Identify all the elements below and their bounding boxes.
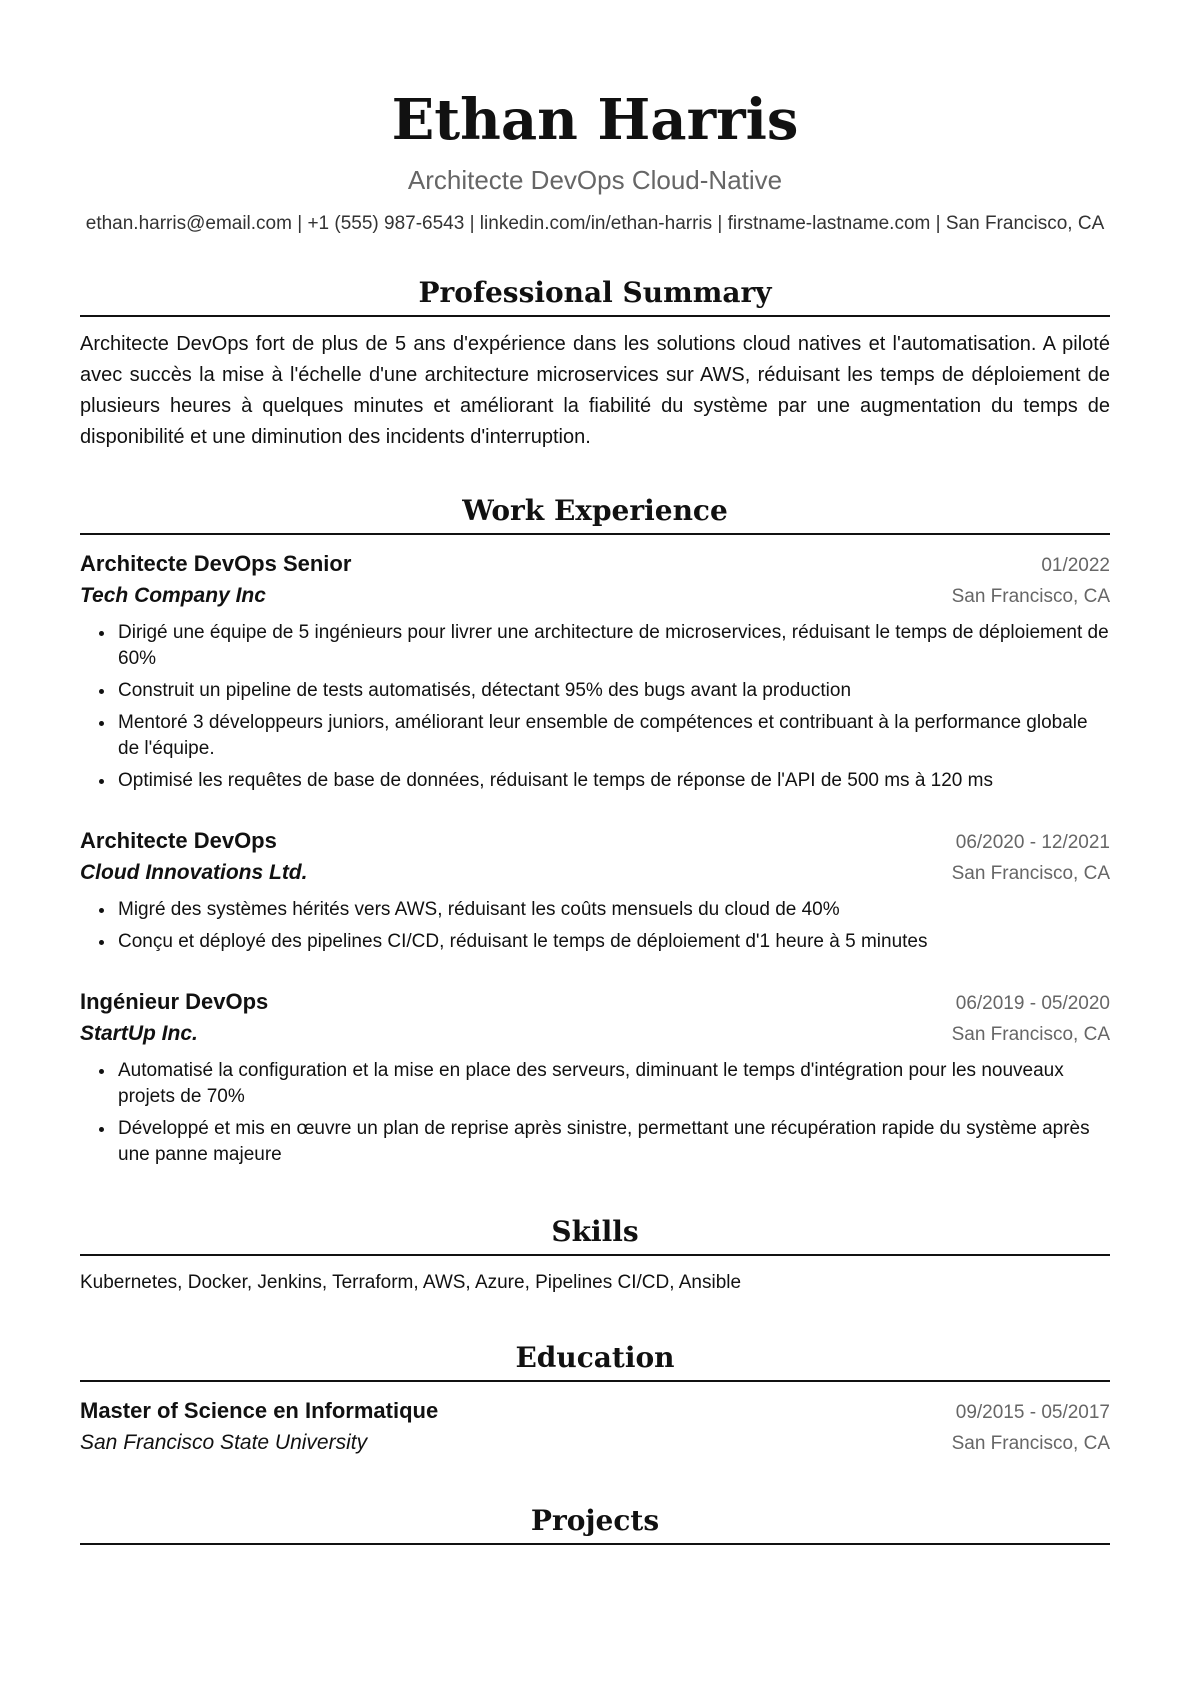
- job-date: 06/2020 - 12/2021: [955, 832, 1110, 853]
- job-bullet: • Dirigé une équipe de 5 ingénieurs pour livrer une architecture de microservices, réduisant le temps de déploiement de 60%: [116, 620, 1110, 672]
- education-entry: [80, 1396, 1110, 1459]
- job-bullet: • Conçu et déployé des pipelines CI/CD, réduisant le temps de déploiement d'1 heure à 5 minutes: [116, 929, 1110, 955]
- education-section: [80, 1340, 1110, 1459]
- job-company: Cloud Innovations Ltd.: [80, 861, 308, 884]
- job-title-row: [80, 987, 1110, 1019]
- summary-text: Architecte DevOps fort de plus de 5 ans d'expérience dans les solutions cloud natives et l'automatisation. A piloté avec succès la mise à l'échelle d'une architecture microservices sur AWS, réduisant les temps de déploiement de plusieurs heures à quelques minutes et améliorant la fiabilité du système par une augmentation du temps de disponibilité et une diminution des incidents d'interruption.: [80, 333, 1110, 448]
- job-entry: [80, 987, 1110, 1168]
- summary-section: [80, 275, 1110, 453]
- education-heading: Education: [80, 1340, 1110, 1382]
- job-company-row: [80, 858, 1110, 889]
- education-degree: Master of Science en Informatique: [80, 1398, 439, 1423]
- job-company-row: [80, 581, 1110, 612]
- job-title-row: [80, 826, 1110, 858]
- candidate-tagline: Architecte DevOps Cloud-Native: [407, 165, 783, 195]
- job-bullet: • Automatisé la configuration et la mise en place des serveurs, diminuant le temps d'intégration pour les nouveaux projets de 70%: [116, 1058, 1110, 1110]
- job-bullet: • Optimisé les requêtes de base de données, réduisant le temps de réponse de l'API de 500 ms à 120 ms: [116, 768, 1110, 794]
- job-date: 01/2022: [1041, 555, 1110, 576]
- job-company-row: [80, 1019, 1110, 1050]
- job-location: San Francisco, CA: [951, 863, 1110, 884]
- experience-heading: Work Experience: [80, 493, 1110, 535]
- job-bullets: [80, 1058, 1110, 1168]
- job-title: Architecte DevOps Senior: [80, 551, 352, 576]
- job-bullet: • Construit un pipeline de tests automatisés, détectant 95% des bugs avant la production: [116, 678, 1110, 704]
- education-location: San Francisco, CA: [951, 1433, 1110, 1454]
- skills-section: [80, 1214, 1110, 1296]
- candidate-name: Ethan Harris: [391, 87, 799, 153]
- job-entry: [80, 826, 1110, 955]
- job-title-row: [80, 549, 1110, 581]
- job-bullets: [80, 620, 1110, 794]
- job-entry: [80, 549, 1110, 794]
- job-location: San Francisco, CA: [951, 586, 1110, 607]
- projects-heading: Projects: [80, 1503, 1110, 1545]
- education-degree-row: [80, 1396, 1110, 1428]
- skills-heading: Skills: [80, 1214, 1110, 1256]
- job-bullet: • Mentoré 3 développeurs juniors, améliorant leur ensemble de compétences et contribuant à la performance globale de l'équipe.: [116, 710, 1110, 762]
- summary-heading: Professional Summary: [80, 275, 1110, 317]
- experience-section: [80, 493, 1110, 1168]
- job-title: Ingénieur DevOps: [80, 989, 269, 1014]
- education-school: San Francisco State University: [80, 1431, 368, 1454]
- projects-section: [80, 1503, 1110, 1545]
- resume-header: [80, 0, 1110, 235]
- education-date: 09/2015 - 05/2017: [955, 1402, 1110, 1423]
- skills-list: Kubernetes, Docker, Jenkins, Terraform, AWS, Azure, Pipelines CI/CD, Ansible: [80, 1272, 742, 1293]
- contact-line: ethan.harris@email.com | +1 (555) 987-6543 | linkedin.com/in/ethan-harris | firstname-lastname.com | San Francisco, CA: [85, 213, 1105, 234]
- job-bullets: [80, 897, 1110, 955]
- job-location: San Francisco, CA: [951, 1024, 1110, 1045]
- education-school-row: [80, 1428, 1110, 1459]
- job-title: Architecte DevOps: [80, 828, 277, 853]
- job-company: Tech Company Inc: [80, 584, 266, 607]
- job-company: StartUp Inc.: [80, 1022, 198, 1045]
- job-bullet: • Migré des systèmes hérités vers AWS, réduisant les coûts mensuels du cloud de 40%: [116, 897, 1110, 923]
- job-date: 06/2019 - 05/2020: [955, 993, 1110, 1014]
- job-bullet: • Développé et mis en œuvre un plan de reprise après sinistre, permettant une récupération rapide du système après une panne majeure: [116, 1116, 1110, 1168]
